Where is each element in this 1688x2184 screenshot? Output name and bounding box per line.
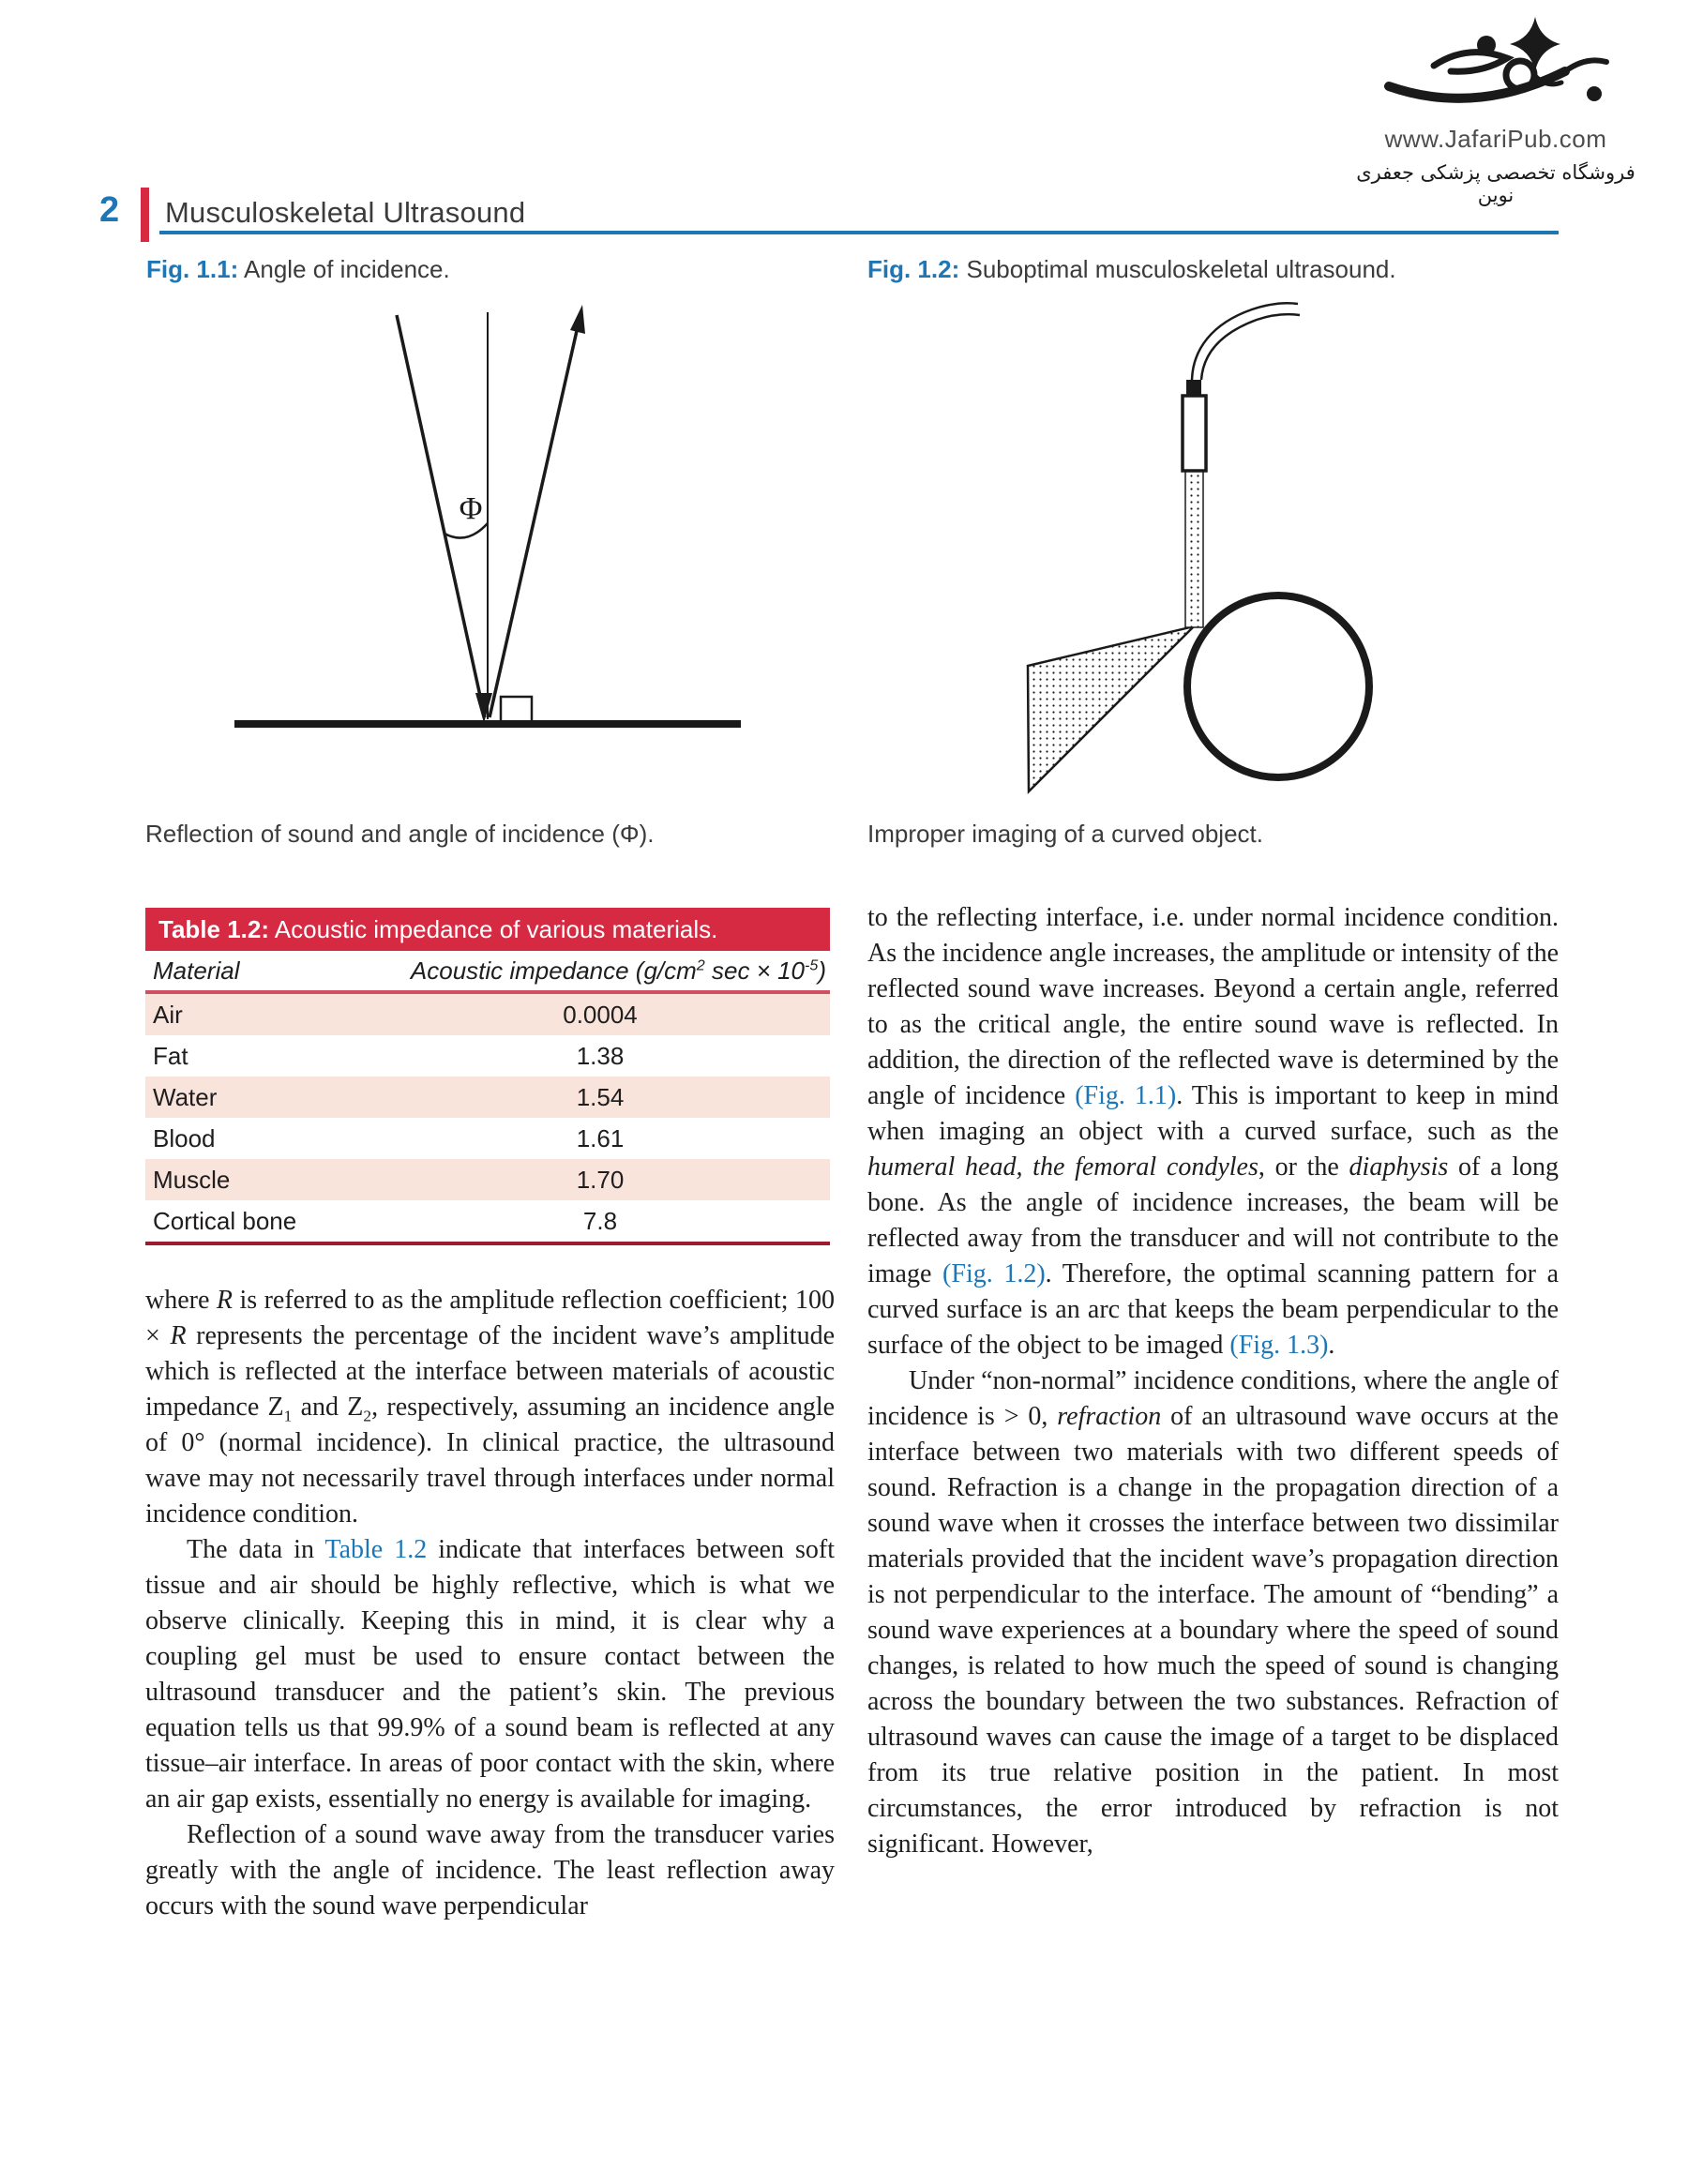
left-text-column — [145, 1283, 835, 1924]
text-segment: -5 — [805, 956, 819, 973]
fig2-transducer-diagram — [985, 295, 1510, 821]
text-segment: ) — [818, 956, 826, 985]
paragraph — [145, 1532, 835, 1817]
text-segment: humeral head, the femoral condyles — [867, 1152, 1258, 1182]
reflected-arrowhead — [570, 305, 585, 334]
text-segment: The data in — [187, 1535, 325, 1564]
material-cell: Air — [153, 1000, 183, 1029]
reflected-ray — [490, 314, 580, 717]
fig1-angle-of-incidence-diagram — [141, 295, 760, 821]
logo-dot-right — [1587, 86, 1602, 101]
phi-symbol: Φ — [459, 491, 483, 526]
fig1-title: Angle of incidence. — [238, 255, 450, 283]
table-row — [145, 1035, 830, 1077]
impedance-table — [145, 908, 830, 1245]
text-segment: sec × 10 — [704, 956, 805, 985]
impedance-table-body — [145, 994, 830, 1242]
cross-reference-link[interactable]: Table 1.2 — [324, 1535, 428, 1564]
header-red-bar — [141, 188, 149, 242]
text-segment: of an ultrasound wave occurs at the interface between two materials with two different speeds of sound. Refraction is a change in the propagation direction of a sound wave when it crosses the interface between two dissimilar materials provided that the incident wave’s propagation direction is not perpendicular to the interface. The amount of “bending” a sound wave experiences at a boundary where the speed of sound changes, is related to how much the speed of sound is changing across the boundary between the two substances. Refraction of ultrasound waves can cause the image of a target to be displaced from its true relative position in the patient. In most circumstances, the error introduced by refraction is not significant. However, — [867, 1402, 1559, 1859]
paragraph — [867, 900, 1559, 1363]
impedance-value-cell: 1.54 — [576, 1082, 625, 1111]
text-segment: to the reflecting interface, i.e. under normal incidence condition. As the incidence angle increases, the amplitude or intensity of the reflected sound wave increases. Beyond a certain angle, referred to as the critical angle, the entire sound wave is reflected. In addition, the direction of the reflected wave is determined by the angle of incidence — [867, 903, 1559, 1110]
logo-swoosh-main — [1389, 71, 1565, 98]
text-segment: , or the — [1258, 1152, 1349, 1182]
text-segment: R — [216, 1286, 233, 1315]
text-segment: where — [145, 1286, 217, 1315]
publisher-tagline-farsi: فروشگاه تخصصی پزشکی جعفری نوین — [1356, 161, 1635, 206]
cross-reference-link[interactable]: (Fig. 1.2) — [942, 1259, 1046, 1288]
right-text-column — [867, 900, 1559, 1862]
text-segment: indicate that interfaces between soft tissue and air should be highly reflective, which is what we observe clinically. Keeping this in mind, it is clear why a coupling gel must be used to ensure contact between the ultrasound transducer and the patient’s skin. The previous equation tells us that 99.9% of a sound beam is reflected at any tissue–air interface. In areas of poor contact with the skin, where an air gap exists, essentially no energy is available for imaging. — [145, 1535, 835, 1814]
column-header-material — [145, 956, 370, 986]
text-segment: Acoustic impedance (g/cm — [410, 956, 697, 985]
right-angle-marker — [501, 697, 532, 721]
text-segment: 2 — [363, 1407, 372, 1425]
text-segment: . This is important to keep in mind when imaging an object with a curved surface, such as the — [867, 1081, 1560, 1146]
table-column-headers — [145, 951, 830, 994]
table-row — [145, 994, 830, 1035]
paragraph — [145, 1817, 835, 1924]
publisher-branding — [1350, 17, 1641, 206]
page-number: 2 — [99, 190, 120, 230]
text-segment: of a long bone. As the angle of incidence increases, the beam will be reflected away from the transducer and will not contribute to the image — [867, 1152, 1559, 1288]
header-rule — [159, 231, 1559, 234]
table-title: Acoustic impedance of various materials. — [269, 915, 718, 943]
transducer-connector — [1186, 380, 1201, 396]
fig2-caption: Improper imaging of a curved object. — [867, 820, 1263, 848]
text-segment: and Z — [292, 1393, 364, 1422]
table-label: Table 1.2: — [158, 915, 270, 943]
reflected-beam-fan — [1028, 626, 1194, 791]
impedance-value-cell: 0.0004 — [563, 1000, 638, 1029]
paragraph — [867, 1363, 1559, 1862]
text-segment: Reflection of a sound wave away from the transducer varies greatly with the angle of incidence. The least reflection away occurs with the sound wave perpendicular — [145, 1820, 835, 1920]
ultrasound-beam — [1185, 471, 1203, 627]
material-cell: Blood — [153, 1123, 216, 1152]
fig2-heading — [867, 255, 1396, 284]
text-segment: 1 — [283, 1407, 293, 1425]
cross-reference-link[interactable]: (Fig. 1.1) — [1075, 1081, 1177, 1110]
material-cell: Cortical bone — [153, 1206, 297, 1235]
paragraph — [145, 1283, 835, 1532]
table-row — [145, 1077, 830, 1118]
text-segment: 2 — [696, 956, 705, 973]
text-segment: , respectively, assuming an incidence angle of 0° (normal incidence). In clinical practice, the ultrasound wave may not necessarily travel through interfaces under normal incidence condition. — [145, 1393, 836, 1529]
impedance-value-cell: 1.70 — [576, 1165, 625, 1194]
table-row — [145, 1200, 830, 1242]
text-segment: represents the percentage of the incident wave’s amplitude which is reflected at the interface between materials of acoustic impedance Z — [145, 1321, 836, 1422]
text-segment: is referred to as the amplitude reflection coefficient; 100 × — [145, 1286, 835, 1350]
text-segment: Under “non-normal” incidence conditions, where the angle of incidence is > 0, — [867, 1366, 1559, 1431]
fig1-caption: Reflection of sound and angle of incidence (Φ). — [145, 820, 655, 848]
publisher-url: www.JafariPub.com — [1384, 125, 1607, 153]
impedance-value-cell: 1.38 — [576, 1041, 625, 1070]
fig2-label: Fig. 1.2: — [867, 255, 960, 283]
text-segment: refraction — [1057, 1402, 1162, 1431]
text-segment: R — [170, 1321, 187, 1350]
logo-swoosh-upper — [1434, 53, 1507, 72]
cross-reference-link[interactable]: (Fig. 1.3) — [1229, 1331, 1329, 1360]
transducer-body — [1183, 396, 1206, 471]
transducer-cable-outer — [1201, 314, 1300, 380]
material-cell: Fat — [153, 1041, 188, 1070]
table-row — [145, 1118, 830, 1159]
impedance-value-cell: 1.61 — [576, 1123, 625, 1152]
table-header — [145, 908, 830, 951]
fig1-label: Fig. 1.1: — [146, 255, 239, 283]
material-cell: Muscle — [153, 1165, 231, 1194]
logo-swoosh-tail — [1565, 60, 1606, 71]
column-header-impedance — [370, 956, 830, 986]
impedance-value-cell: 7.8 — [582, 1206, 618, 1235]
text-segment: . Therefore, the optimal scanning pattern for a curved surface is an arc that keeps the beam perpendicular to the surface of the object to be imaged — [867, 1259, 1559, 1360]
chapter-title: Musculoskeletal Ultrasound — [165, 196, 526, 229]
fig1-heading — [146, 255, 450, 284]
text-segment: . — [1328, 1331, 1335, 1360]
text-segment: Material — [153, 956, 240, 985]
curved-object-circle — [1187, 595, 1369, 777]
material-cell: Water — [153, 1082, 218, 1111]
table-row — [145, 1159, 830, 1200]
fig2-title: Suboptimal musculoskeletal ultrasound. — [959, 255, 1396, 283]
text-segment: diaphysis — [1349, 1152, 1449, 1182]
jafari-calligraphy-logo-icon — [1374, 17, 1618, 120]
